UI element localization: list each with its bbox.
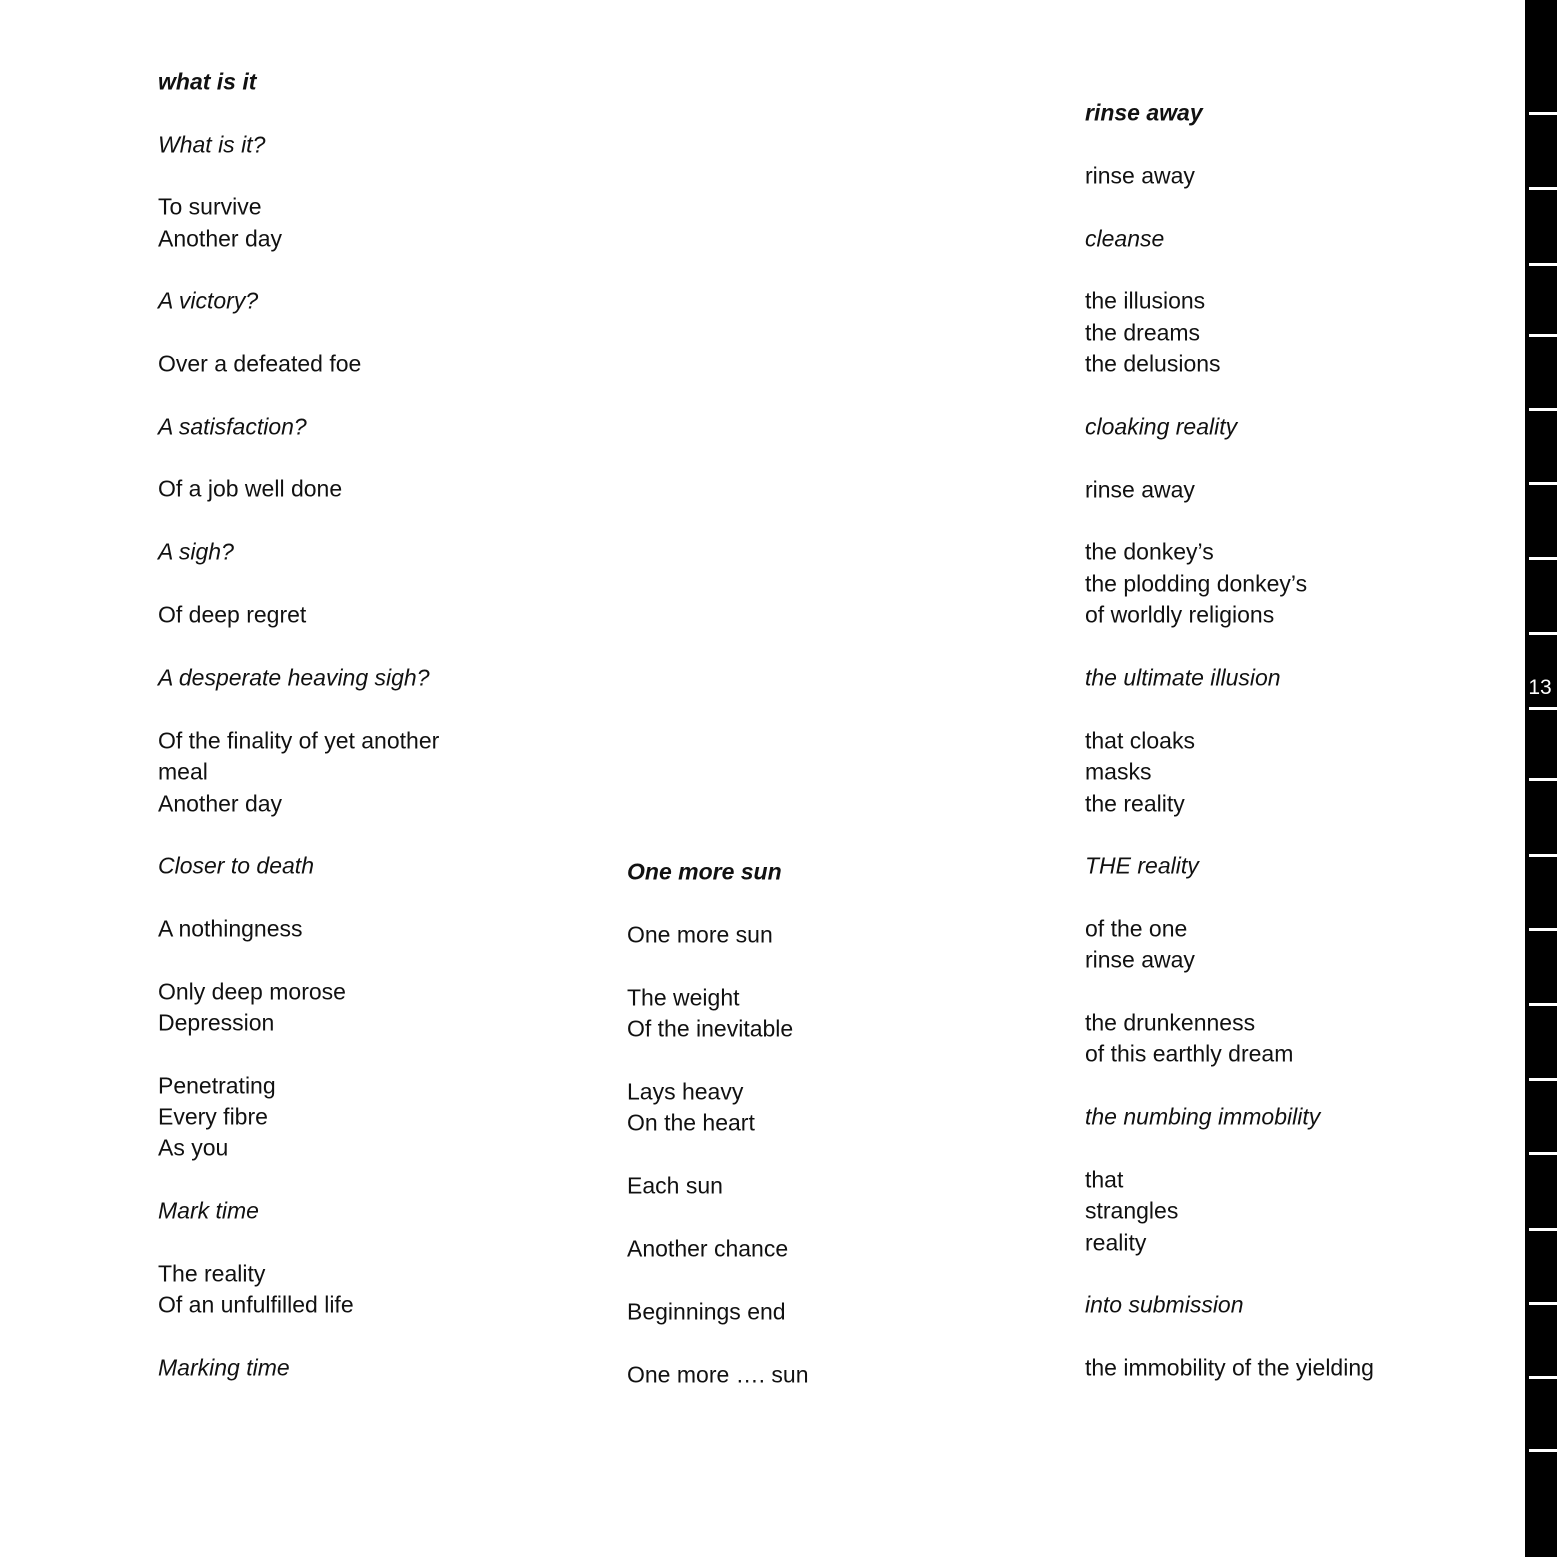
poem-title: One more sun bbox=[627, 858, 782, 885]
poem-line: reality bbox=[1085, 1229, 1147, 1256]
poem-line: the drunkenness bbox=[1085, 1009, 1256, 1036]
poem-line: that cloaks bbox=[1085, 727, 1195, 754]
poem-line: Closer to death bbox=[158, 852, 314, 879]
poem-line: Penetrating bbox=[158, 1072, 276, 1099]
poem-line: that bbox=[1085, 1166, 1124, 1193]
edge-tick-mark bbox=[1529, 408, 1557, 411]
poem-line: cloaking reality bbox=[1085, 413, 1238, 440]
poem-line: meal bbox=[158, 758, 208, 785]
poem-line: Only deep morose bbox=[158, 978, 346, 1005]
poem-line: Of a job well done bbox=[158, 475, 343, 502]
edge-tick-mark bbox=[1529, 112, 1557, 115]
edge-tick-mark bbox=[1529, 1152, 1557, 1155]
poem-line: into submission bbox=[1085, 1291, 1244, 1318]
poem-line: masks bbox=[1085, 758, 1152, 785]
poem-line: Another day bbox=[158, 790, 283, 817]
poem-line: A victory? bbox=[158, 287, 259, 314]
poem-line: Mark time bbox=[158, 1197, 259, 1224]
edge-tick-mark bbox=[1529, 1376, 1557, 1379]
edge-tick-mark bbox=[1529, 263, 1557, 266]
page-edge-strip bbox=[1525, 0, 1557, 1557]
poem-line: A sigh? bbox=[158, 538, 234, 565]
poem-line: Of the finality of yet another bbox=[158, 727, 440, 754]
poem-title: what is it bbox=[158, 68, 257, 95]
poem-line: Of the inevitable bbox=[627, 1015, 794, 1042]
edge-tick-mark bbox=[1529, 482, 1557, 485]
poem-line: THE reality bbox=[1085, 852, 1199, 879]
edge-tick-mark bbox=[1529, 854, 1557, 857]
edge-tick-mark bbox=[1529, 707, 1557, 710]
edge-tick-mark bbox=[1529, 1228, 1557, 1231]
poem-line: the donkey’s bbox=[1085, 538, 1214, 565]
poem-line: the plodding donkey’s bbox=[1085, 570, 1308, 597]
poem-line: the illusions bbox=[1085, 287, 1206, 314]
edge-tick-mark bbox=[1529, 1449, 1557, 1452]
edge-tick-mark bbox=[1529, 1302, 1557, 1305]
poem-line: Depression bbox=[158, 1009, 275, 1036]
poem-title: rinse away bbox=[1085, 99, 1203, 126]
poem-line: the ultimate illusion bbox=[1085, 664, 1281, 691]
poem-line: The weight bbox=[627, 984, 740, 1011]
poem-line: strangles bbox=[1085, 1197, 1179, 1224]
poem-line: Another day bbox=[158, 225, 283, 252]
poem-line: A satisfaction? bbox=[158, 413, 307, 440]
edge-tick-mark bbox=[1529, 632, 1557, 635]
poem-line: rinse away bbox=[1085, 162, 1195, 189]
poem-line: What is it? bbox=[158, 131, 266, 158]
edge-tick-mark bbox=[1529, 928, 1557, 931]
poem-line: rinse away bbox=[1085, 946, 1195, 973]
poem-line: Marking time bbox=[158, 1354, 290, 1381]
edge-tick-mark bbox=[1529, 1003, 1557, 1006]
poem-line: Another chance bbox=[627, 1235, 789, 1262]
edge-tick-mark bbox=[1529, 778, 1557, 781]
poem-line: of the one bbox=[1085, 915, 1188, 942]
edge-tick-mark bbox=[1529, 1078, 1557, 1081]
edge-tick-mark bbox=[1529, 187, 1557, 190]
poem-line: the numbing immobility bbox=[1085, 1103, 1321, 1130]
poem-line: To survive bbox=[158, 193, 262, 220]
poem-line: Each sun bbox=[627, 1172, 723, 1199]
poem-line: One more …. sun bbox=[627, 1361, 809, 1388]
poem-line: Beginnings end bbox=[627, 1298, 786, 1325]
poem-line: the immobility of the yielding bbox=[1085, 1354, 1374, 1381]
poem-line: A desperate heaving sigh? bbox=[158, 664, 430, 691]
poem-line: One more sun bbox=[627, 921, 773, 948]
poem-line: cleanse bbox=[1085, 225, 1165, 252]
page-number: 13 bbox=[1528, 676, 1552, 699]
poem-line: of this earthly dream bbox=[1085, 1040, 1294, 1067]
poem-line: Lays heavy bbox=[627, 1078, 744, 1105]
edge-tick-mark bbox=[1529, 334, 1557, 337]
poem-line: A nothingness bbox=[158, 915, 303, 942]
poem-line: The reality bbox=[158, 1260, 266, 1287]
poem-line: As you bbox=[158, 1134, 229, 1161]
poem-line: the dreams bbox=[1085, 319, 1201, 346]
poem-line: the delusions bbox=[1085, 350, 1221, 377]
poem-line: Over a defeated foe bbox=[158, 350, 362, 377]
poem-line: rinse away bbox=[1085, 476, 1195, 503]
poem-line: the reality bbox=[1085, 790, 1185, 817]
poem-line: On the heart bbox=[627, 1109, 755, 1136]
poem-line: of worldly religions bbox=[1085, 601, 1275, 628]
poem-line: Every fibre bbox=[158, 1103, 268, 1130]
poem-line: Of an unfulfilled life bbox=[158, 1291, 354, 1318]
edge-tick-mark bbox=[1529, 557, 1557, 560]
poem-line: Of deep regret bbox=[158, 601, 307, 628]
